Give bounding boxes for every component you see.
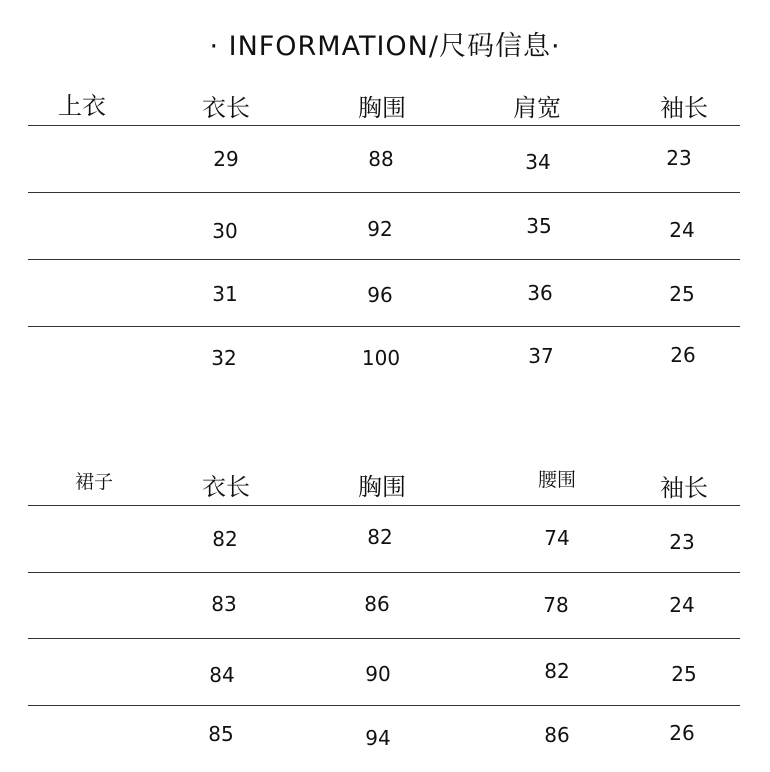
size-cell: 29 [213, 147, 239, 171]
size-cell: 31 [212, 282, 238, 306]
bottom-header-waist: 腰围 [537, 469, 576, 491]
size-cell: 23 [666, 146, 692, 170]
size-cell: 83 [211, 592, 237, 616]
bottom-header-length: 衣长 [202, 473, 250, 501]
bottom-table-header [28, 463, 740, 502]
top-header-sleeve: 袖长 [660, 94, 708, 122]
top-header-shoulder: 肩宽 [513, 94, 561, 122]
table-row [28, 639, 740, 705]
size-cell: 32 [211, 346, 237, 370]
size-cell: 26 [670, 343, 696, 367]
size-cell: 35 [526, 214, 552, 238]
size-cell: 36 [527, 281, 553, 305]
size-cell: 82 [367, 525, 393, 549]
top-header-length: 衣长 [202, 94, 250, 122]
size-cell: 94 [365, 726, 391, 750]
size-cell: 82 [544, 659, 570, 683]
top-table-header [28, 84, 740, 120]
page-title: · INFORMATION/尺码信息· [209, 31, 561, 62]
table-row [28, 327, 740, 393]
size-cell: 96 [367, 283, 393, 307]
table-row [28, 706, 740, 772]
size-cell: 24 [669, 593, 695, 617]
size-cell: 78 [543, 593, 569, 617]
size-cell: 23 [669, 530, 695, 554]
size-cell: 34 [525, 150, 551, 174]
table-row [28, 193, 740, 259]
bottom-header-bust: 胸围 [358, 473, 406, 501]
size-cell: 24 [669, 218, 695, 242]
size-cell: 92 [367, 217, 393, 241]
size-cell: 88 [368, 147, 394, 171]
bottom-header-category: 裙子 [74, 471, 113, 493]
size-cell: 26 [669, 721, 695, 745]
size-cell: 30 [212, 219, 238, 243]
size-cell: 25 [669, 282, 695, 306]
table-row [28, 260, 740, 326]
table-row [28, 573, 740, 639]
size-cell: 84 [209, 663, 235, 687]
bottom-header-sleeve: 袖长 [660, 474, 708, 502]
size-cell: 90 [365, 662, 391, 686]
top-header-category: 上衣 [58, 92, 106, 120]
table-row [28, 506, 740, 572]
size-cell: 86 [544, 723, 570, 747]
size-cell: 100 [361, 346, 401, 370]
size-cell: 86 [364, 592, 390, 616]
size-cell: 85 [208, 722, 234, 746]
size-cell: 82 [212, 527, 238, 551]
size-cell: 25 [671, 662, 697, 686]
size-cell: 37 [528, 344, 554, 368]
top-header-bust: 胸围 [358, 94, 406, 122]
size-cell: 74 [544, 526, 570, 550]
table-row [28, 126, 740, 192]
